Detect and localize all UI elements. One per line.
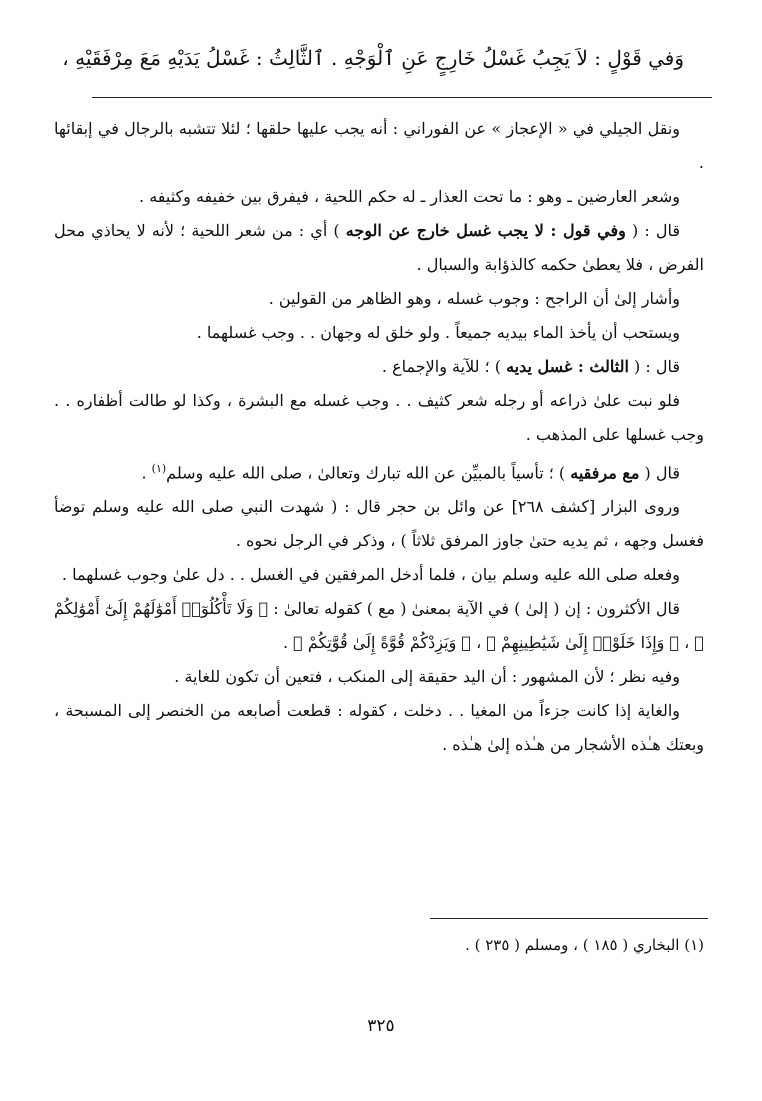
footnote: (١) البخاري ( ١٨٥ ) ، ومسلم ( ٢٣٥ ) . — [465, 936, 704, 954]
text-run: وفعله صلى الله عليه وسلم بيان ، فلما أدخل المرفقين في الغسل . . دل علىٰ وجوب غسلهما . — [61, 565, 680, 585]
quoted-matn: وفي قول : لا يجب غسل خارج عن الوجه — [345, 221, 626, 240]
paragraph — [54, 490, 704, 558]
paragraph — [54, 592, 704, 660]
quoted-matn: مع مرفقيه — [570, 463, 640, 483]
header-divider — [92, 97, 712, 98]
text-run: ) ؛ للآية والإجماع . — [381, 357, 507, 376]
text-run: قال : ( — [625, 221, 680, 240]
paragraph — [54, 452, 704, 490]
text-run: وشعر العارضين ـ وهو : ما تحت العذار ـ له حكم اللحية ، فيفرق بين خفيفه وكثيفه . — [139, 187, 680, 206]
quoted-matn: الثالث : غسل يديه — [506, 357, 629, 376]
text-run: وروى البزار [كشف ٢٦٨] عن وائل بن حجر قال : ( شهدت النبي صلى الله عليه وسلم توضأ فغسل وجهه ، ثم يديه حتىٰ جاوز المرفق ثلاثاً ) ، وذكر في الرجل نحوه . — [54, 497, 704, 551]
footnote-divider — [430, 918, 708, 919]
text-run: ونقل الجيلي في « الإعجاز » عن الفوراني : أنه يجب عليها حلقها ؛ لئلا تتشبه بالرجال في إبقائها . — [54, 119, 704, 172]
paragraph — [54, 112, 704, 180]
text-run: قال : ( — [628, 357, 680, 376]
paragraph — [54, 350, 704, 384]
text-run: فلو نبت علىٰ ذراعه أو رجله شعر كثيف . . وجب غسله مع البشرة ، وكذا لو طالت أظفاره . . وجب غسلها على المذهب . — [54, 391, 704, 444]
paragraph — [54, 316, 704, 350]
paragraph — [54, 558, 704, 592]
paragraph — [54, 660, 704, 694]
text-run: والغاية إذا كانت جزءاً من المغيا . . دخلت ، كقوله : قطعت أصابعه من الخنصر إلى المسبحة ، وبعتك هـٰذه الأشجار من هـٰذه إلىٰ هـٰذه . — [54, 701, 704, 755]
text-run: قال ( — [639, 463, 680, 483]
text-run: وفيه نظر ؛ لأن المشهور : أن اليد حقيقة إلى المنكب ، فتعين أن تكون للغاية . — [174, 667, 680, 687]
paragraph — [54, 694, 704, 762]
matn-verse: وَفي قَوْلٍ : لاَ يَجِبُ غَسْلُ خَارِجٍ عَنِ ٱلْوَجْهِ . ٱلثَّالِثُ : غَسْلُ يَدَيْهِ مَعَ مِرْفَقَيْهِ ، — [62, 46, 684, 70]
page-number: ٣٢٥ — [367, 1016, 395, 1036]
paragraph — [54, 282, 704, 316]
text-run: ) ؛ تأسياً بالمبيِّن عن الله تبارك وتعالىٰ ، صلى الله عليه وسلم — [166, 463, 571, 483]
text-run: . — [141, 463, 152, 483]
paragraph — [54, 214, 704, 282]
commentary-body — [54, 112, 704, 762]
paragraph — [54, 384, 704, 452]
footnote-ref: (١) — [151, 462, 167, 475]
text-run: وأشار إلىٰ أن الراجح : وجوب غسله ، وهو الظاهر من القولين . — [268, 289, 680, 308]
paragraph — [54, 180, 704, 214]
text-run: ) أي : من شعر اللحية ؛ لأنه لا يحاذي محل الفرض ، فلا يعطىٰ حكمه كالذؤابة والسبال . — [54, 221, 704, 274]
text-run: ويستحب أن يأخذ الماء بيديه جميعاً . ولو خلق له وجهان . . وجب غسلهما . — [196, 323, 680, 342]
text-run: قال الأكثرون : إن ( إلىٰ ) في الآية بمعنىٰ ( مع ) كقوله تعالىٰ : ﴿ وَلَا تَأْكُلُوٓا۟ أَمْوَٰلَهُمْ إِلَىٰٓ أَمْوَٰلِكُمْ ﴾ ، ﴿ وَإِذَا خَلَوْا۟ إِلَىٰ شَيَٰطِينِهِمْ ﴾ ، ﴿ وَيَزِدْكُمْ قُوَّةً إِلَىٰ قُوَّتِكُمْ ﴾ . — [54, 599, 704, 653]
